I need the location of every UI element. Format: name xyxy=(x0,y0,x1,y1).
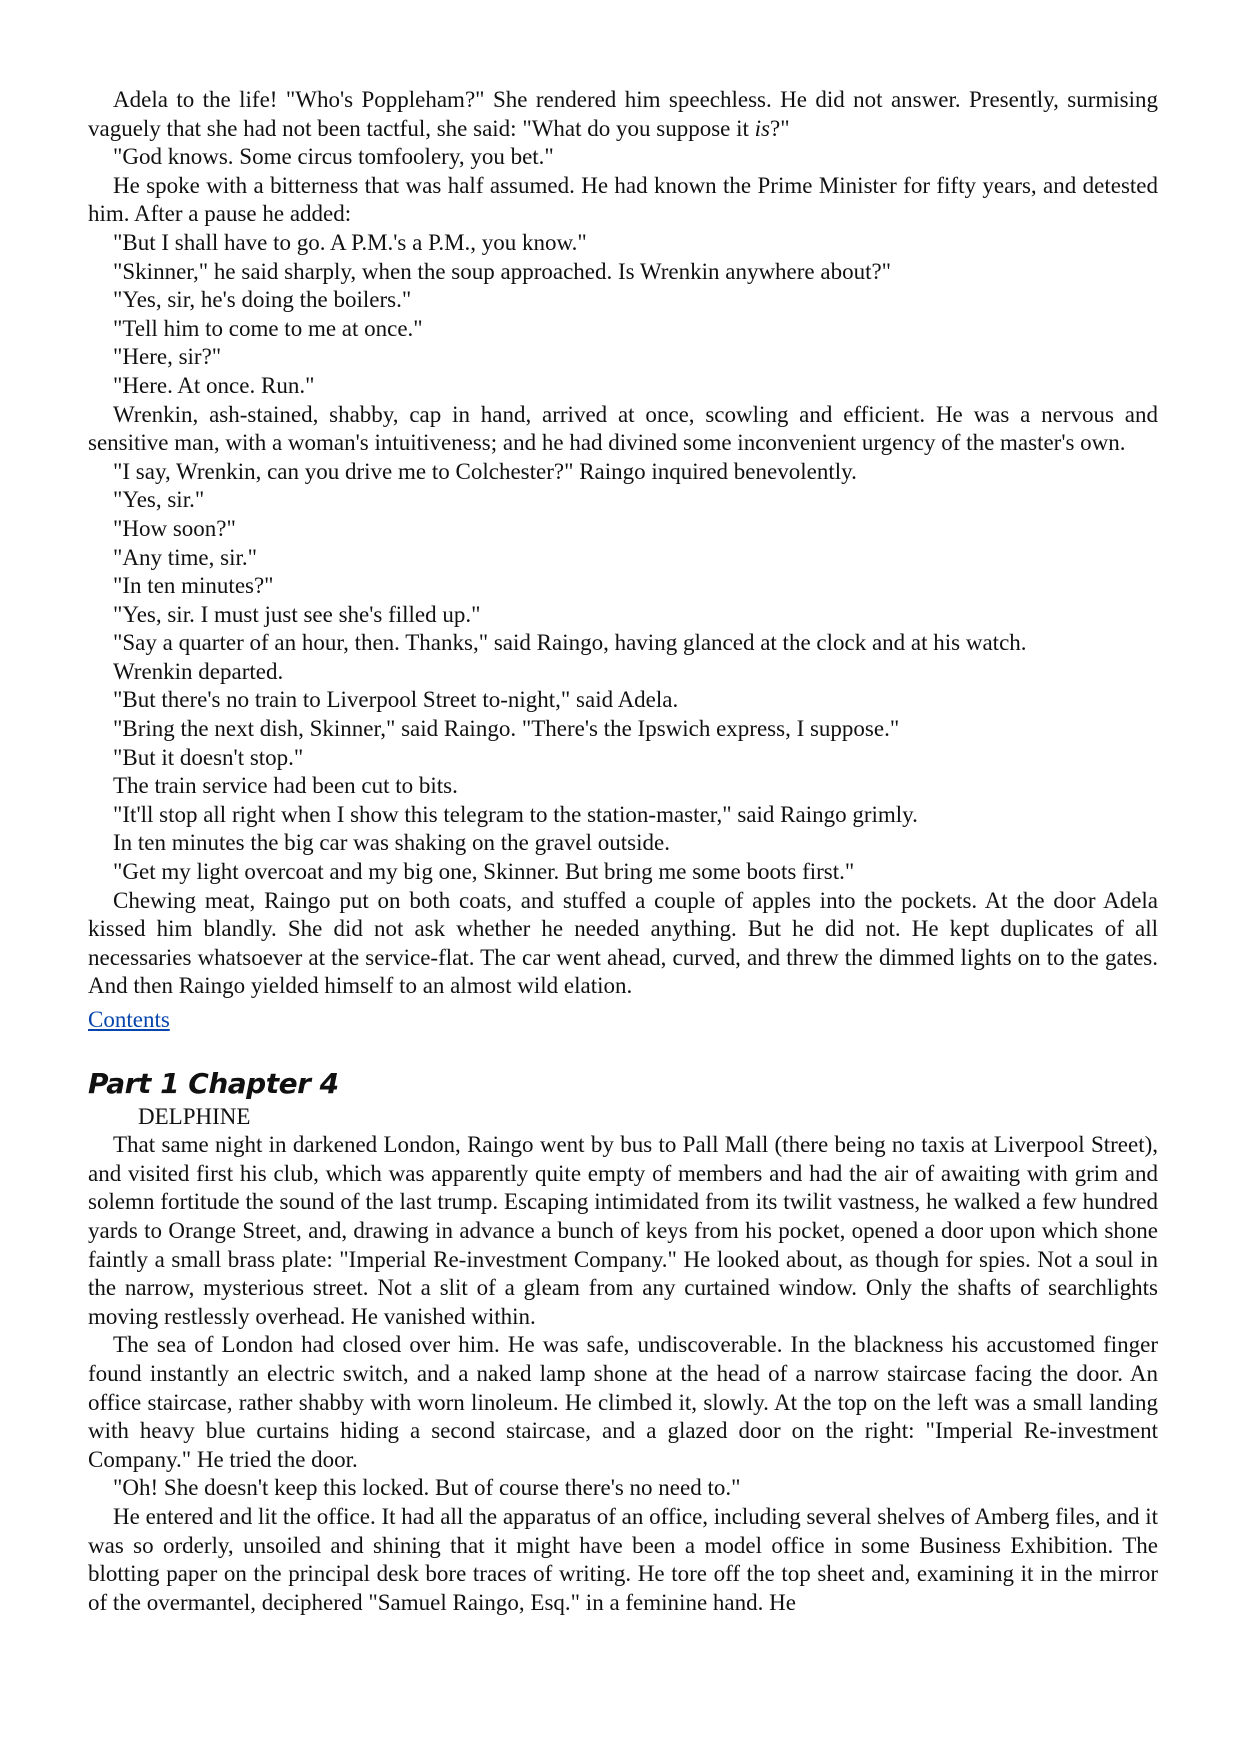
paragraph: He entered and lit the office. It had all the apparatus of an office, including several shelves of Amberg files, and it was so orderly, unsoiled and shining that it might have been a model office in some Business Exhibition. The blotting paper on the principal desk bore traces of writing. He tore off the top sheet and, examining it in the mirror of the overmantel, deciphered "Samuel Raingo, Esq." in a feminine hand. He xyxy=(88,1503,1158,1615)
paragraph: In ten minutes the big car was shaking on the gravel outside. xyxy=(113,830,670,856)
paragraph: "How soon?" xyxy=(113,515,236,541)
contents-link[interactable]: Contents xyxy=(88,1007,170,1032)
paragraph: "Here, sir?" xyxy=(113,344,222,370)
paragraph: "Oh! She doesn't keep this locked. But of course there's no need to." xyxy=(113,1475,741,1501)
paragraph: Wrenkin departed. xyxy=(113,658,284,684)
paragraph: "But it doesn't stop." xyxy=(113,744,304,770)
paragraph: "But there's no train to Liverpool Street to-night," said Adela. xyxy=(113,687,679,713)
paragraph: "Tell him to come to me at once." xyxy=(113,315,423,341)
chapter-subtitle: DELPHINE xyxy=(138,1103,251,1129)
paragraph: Wrenkin, ash-stained, shabby, cap in hand, arrived at once, scowling and efficient. He was a nervous and sensitive man, with a woman's intuitiveness; and he had divined some inconvenient urgency of the master's own. xyxy=(88,401,1158,456)
paragraph: "Get my light overcoat and my big one, Skinner. But bring me some boots first." xyxy=(113,859,855,885)
paragraph: That same night in darkened London, Raingo went by bus to Pall Mall (there being no taxis at Liverpool Street), and visited first his club, which was apparently quite empty of members and had the air of awaiting with grim and solemn fortitude the sound of the last trump. Escaping intimidated from its twilit vastness, he walked a few hundred yards to Orange Street, and, drawing in advance a bunch of keys from his pocket, opened a door upon which shone faintly a small brass plate: "Imperial Re-investment Company." He looked about, as though for spies. Not a soul in the narrow, mysterious street. Not a slit of a gleam from any curtained window. Only the shafts of searchlights moving restlessly overhead. He vanished within. xyxy=(88,1132,1158,1329)
paragraph: "Here. At once. Run." xyxy=(113,372,315,398)
paragraph: The train service had been cut to bits. xyxy=(113,773,458,799)
paragraph: "Any time, sir." xyxy=(113,544,257,570)
paragraph: "Skinner," he said sharply, when the soup approached. Is Wrenkin anywhere about?" xyxy=(113,258,892,284)
paragraph: Adela to the life! "Who's Poppleham?" She rendered him speechless. He did not answer. Presently, surmising vaguely that she had not been tactful, she said: "What do you suppose it is?" xyxy=(88,87,1158,141)
paragraph: "I say, Wrenkin, can you drive me to Colchester?" Raingo inquired benevolently. xyxy=(113,458,857,484)
paragraph: He spoke with a bitterness that was half assumed. He had known the Prime Minister for fifty years, and detested him. After a pause he added: xyxy=(88,172,1158,227)
paragraph: "Say a quarter of an hour, then. Thanks," said Raingo, having glanced at the clock and at his watch. xyxy=(113,630,1027,656)
paragraph: "Bring the next dish, Skinner," said Raingo. "There's the Ipswich express, I suppose." xyxy=(113,716,900,742)
paragraph: "In ten minutes?" xyxy=(113,573,274,599)
paragraph: "Yes, sir. I must just see she's filled up." xyxy=(113,601,481,627)
paragraph: "Yes, sir." xyxy=(113,487,205,513)
book-page xyxy=(88,86,1158,1617)
italic-word: is xyxy=(754,115,770,141)
chapter-title: Part 1 Chapter 4 xyxy=(88,1066,339,1100)
paragraph: "God knows. Some circus tomfoolery, you bet." xyxy=(113,144,554,170)
paragraph: The sea of London had closed over him. He was safe, undiscoverable. In the blackness his accustomed finger found instantly an electric switch, and a naked lamp shone at the head of a narrow staircase facing the door. An office staircase, rather shabby with worn linoleum. He climbed it, slowly. At the top on the left was a small landing with heavy blue curtains hiding a second staircase, and a glazed door on the right: "Imperial Re-investment Company." He tried the door. xyxy=(88,1332,1158,1472)
paragraph: "But I shall have to go. A P.M.'s a P.M., you know." xyxy=(113,229,587,255)
paragraph: "It'll stop all right when I show this telegram to the station-master," said Raingo grimly. xyxy=(113,801,918,827)
paragraph: Chewing meat, Raingo put on both coats, and stuffed a couple of apples into the pockets. At the door Adela kissed him blandly. She did not ask whether he needed anything. But he did not. He kept duplicates of all necessaries whatsoever at the service-flat. The car went ahead, curved, and threw the dimmed lights on to the gates. And then Raingo yielded himself to an almost wild elation. xyxy=(88,887,1158,999)
paragraph: "Yes, sir, he's doing the boilers." xyxy=(113,287,412,313)
